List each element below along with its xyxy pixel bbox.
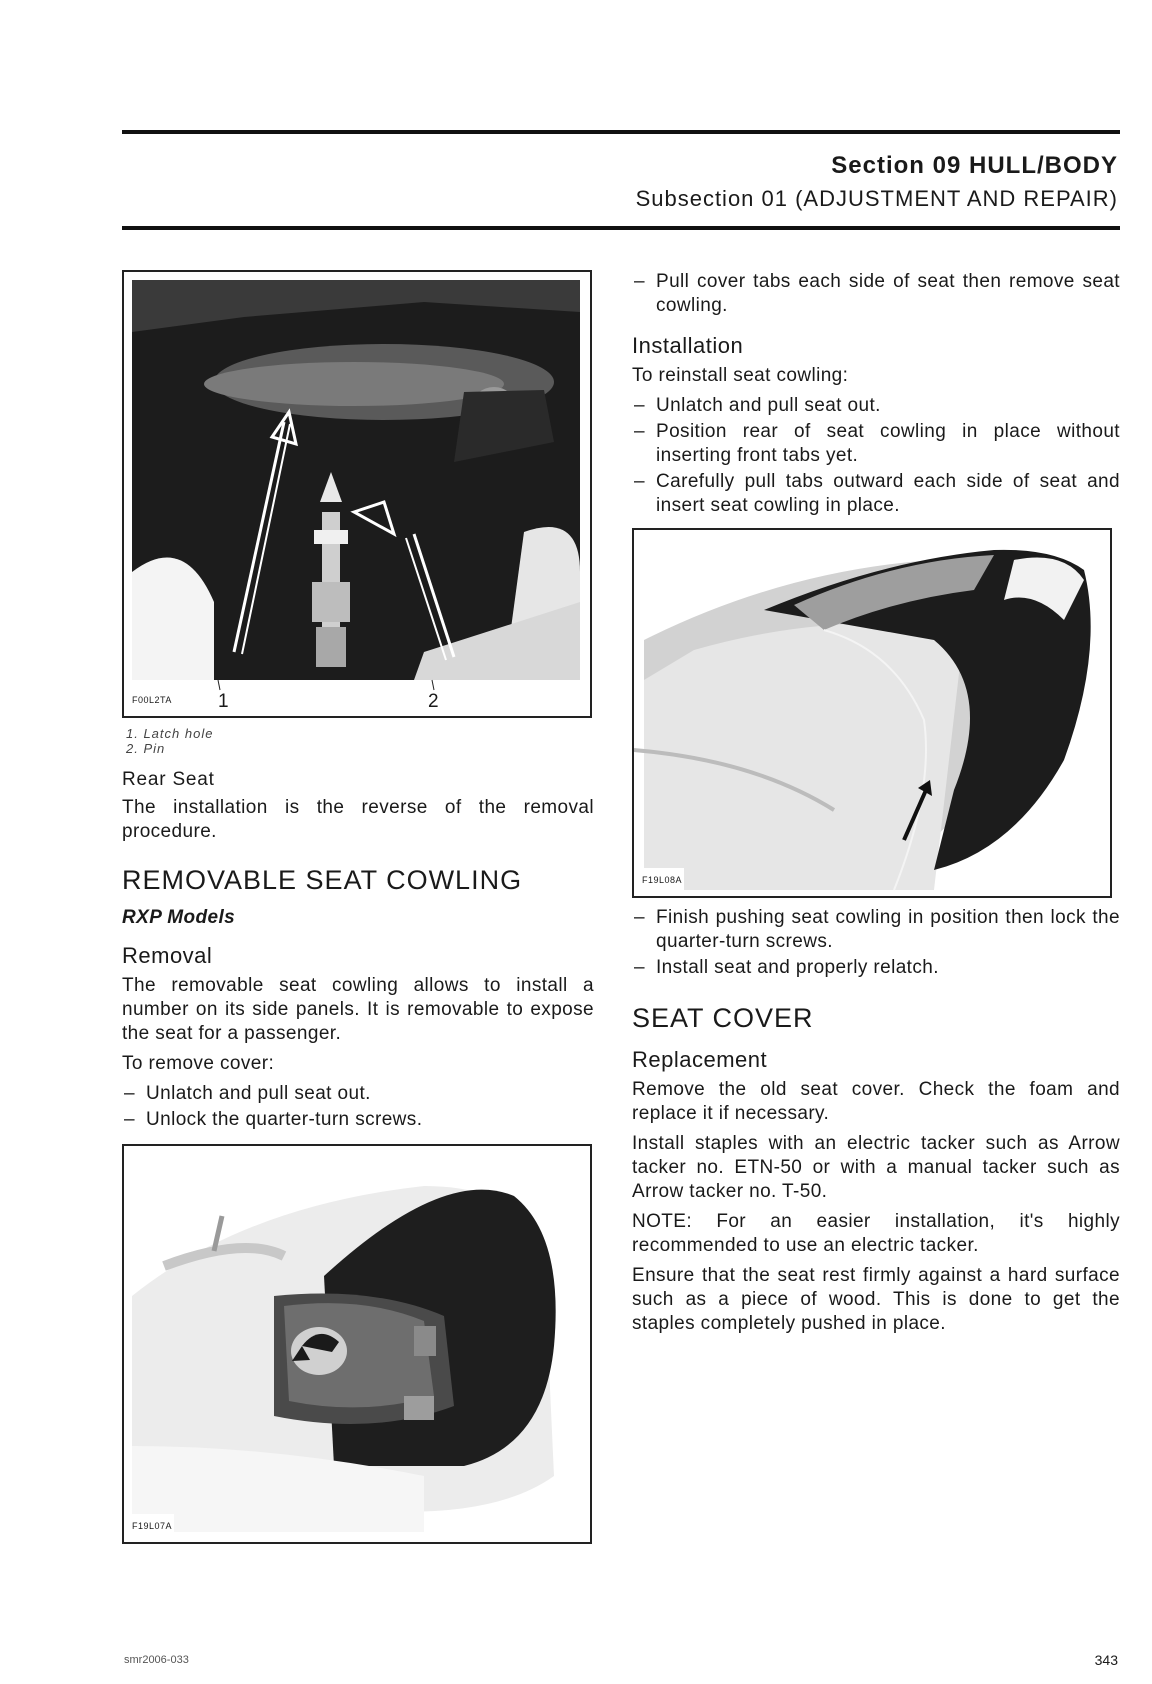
figure-quarter-turn-screws <box>122 1144 592 1544</box>
right-column <box>632 270 1120 1342</box>
remove-intro: To remove cover: <box>122 1053 275 1074</box>
installation-steps <box>632 394 1120 518</box>
list-item: – Position rear of seat cowling in place without inserting front tabs yet. <box>632 420 1120 468</box>
left-column <box>122 270 594 1552</box>
installation-heading: Installation <box>632 333 744 358</box>
figure-code: F00L2TA <box>130 688 174 712</box>
replacement-text-1: Remove the old seat cover. Check the foam and replace it if necessary. <box>632 1079 1120 1124</box>
rear-seat-heading: Rear Seat <box>122 769 215 790</box>
replacement-heading: Replacement <box>632 1047 768 1072</box>
note-label: NOTE: <box>632 1211 693 1232</box>
note-text: For an easier installation, it's highly recommended to use an electric tacker. <box>632 1211 1120 1256</box>
figure-code: F19L07A <box>130 1514 174 1538</box>
callout-1: 1 <box>218 691 229 712</box>
post-install-steps <box>632 906 1120 980</box>
removal-steps <box>122 1082 594 1132</box>
section-title: Section 09 HULL/BODY <box>831 152 1118 179</box>
figure-seat-cowling-tabs <box>632 528 1112 898</box>
subsection-title: Subsection 01 (ADJUSTMENT AND REPAIR) <box>635 186 1118 211</box>
header-rule-top <box>122 130 1120 134</box>
list-item: – Unlatch and pull seat out. <box>122 1082 594 1106</box>
callout-2: 2 <box>428 691 439 712</box>
note <box>632 1210 1120 1258</box>
document-code: smr2006-033 <box>124 1654 189 1666</box>
figure-code: F19L08A <box>640 868 684 892</box>
figure-latch-hole-pin <box>122 270 592 718</box>
list-item: – Carefully pull tabs outward each side of seat and insert seat cowling in place. <box>632 470 1120 518</box>
replacement-text-2: Install staples with an electric tacker such as Arrow tacker no. ETN-50 or with a manual tacker such as Arrow tacker no. T-50. <box>632 1133 1120 1202</box>
photo-latch-hole-pin <box>124 272 590 716</box>
models-label: RXP Models <box>122 907 236 928</box>
list-item: – Unlock the quarter-turn screws. <box>122 1108 594 1132</box>
removal-text: The removable seat cowling allows to install a number on its side panels. It is removable to expose the seat for a passenger. <box>122 975 594 1044</box>
rear-seat-text: The installation is the reverse of the removal procedure. <box>122 797 594 842</box>
cowling-heading: REMOVABLE SEAT COWLING <box>122 865 523 895</box>
photo-quarter-turn-screws <box>124 1146 590 1542</box>
legend-item: 2. Pin <box>126 741 166 756</box>
list-item: – Pull cover tabs each side of seat then remove seat cowling. <box>632 270 1120 318</box>
seat-cover-heading: SEAT COVER <box>632 1003 814 1033</box>
list-item: – Unlatch and pull seat out. <box>632 394 1120 418</box>
replacement-text-3: Ensure that the seat rest firmly against a hard surface such as a piece of wood. This is done to get the staples completely pushed in place. <box>632 1265 1120 1334</box>
page-number: 343 <box>1094 1652 1118 1668</box>
list-item: – Install seat and properly relatch. <box>632 956 1120 980</box>
photo-seat-cowling-tabs <box>634 530 1110 896</box>
installation-intro: To reinstall seat cowling: <box>632 365 849 386</box>
header-rule-bottom <box>122 226 1120 230</box>
figure-legend <box>126 726 594 756</box>
removal-heading: Removal <box>122 943 213 968</box>
list-item: – Finish pushing seat cowling in position then lock the quarter-turn screws. <box>632 906 1120 954</box>
removal-step-continued <box>632 270 1120 318</box>
legend-item: 1. Latch hole <box>126 726 214 741</box>
